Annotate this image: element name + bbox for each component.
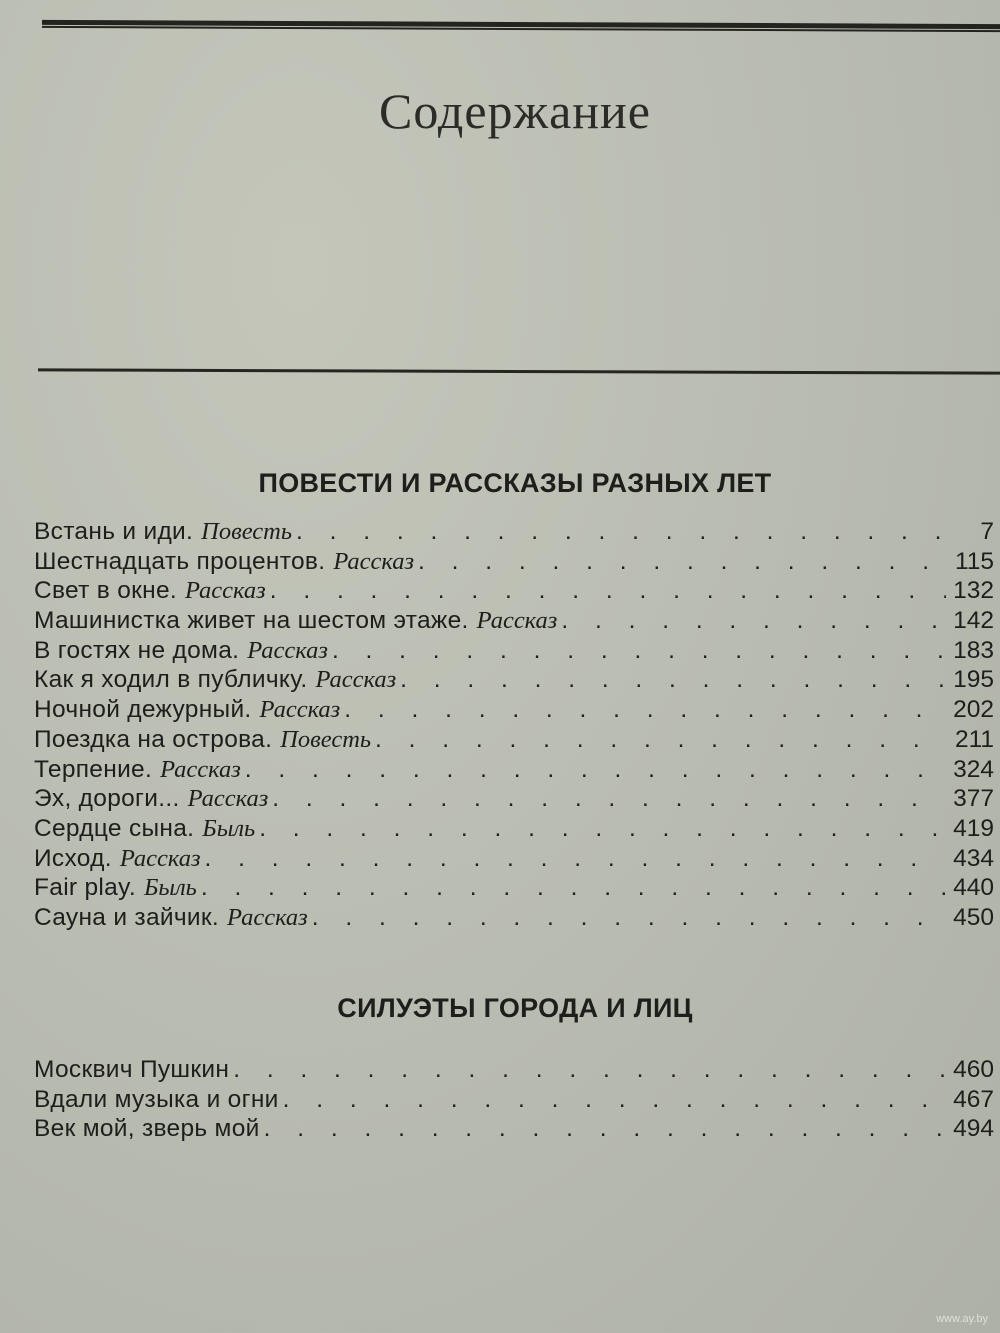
watermark: www.ay.by [936,1313,988,1325]
toc-entry: Встань и иди. Повесть . . . 7 [34,517,994,547]
toc-entry: Fair play. Быль . . . 440 [34,873,994,903]
top-double-rule [42,20,1000,32]
page-title: Содержание [379,83,651,139]
toc-list-silhouettes [34,1055,994,1144]
toc-list-stories [34,517,994,933]
section-divider-rule [38,368,1000,374]
toc-entry: Вдали музыка и огни . . . 467 [34,1085,994,1115]
toc-entry: Свет в окне. Рассказ . . . 132 [34,576,994,606]
toc-entry: Ночной дежурный. Рассказ . . . 202 [34,695,994,725]
toc-entry: Как я ходил в публичку. Рассказ . . . 195 [34,665,994,695]
section-heading-silhouettes: СИЛУЭТЫ ГОРОДА И ЛИЦ [337,993,693,1023]
toc-entry: Сауна и зайчик. Рассказ . . . 450 [34,903,994,933]
toc-entry: В гостях не дома. Рассказ . . . 183 [34,636,994,666]
toc-entry: Эх, дороги... Рассказ . . . 377 [34,784,994,814]
toc-entry: Век мой, зверь мой . . . 494 [34,1114,994,1144]
toc-entry: Поездка на острова. Повесть . . . 211 [34,725,994,755]
toc-entry: Сердце сына. Быль . . . 419 [34,814,994,844]
section-heading-stories: ПОВЕСТИ И РАССКАЗЫ РАЗНЫХ ЛЕТ [258,468,772,498]
toc-entry: Машинистка живет на шестом этаже. Рассказ . . . 142 [34,606,994,636]
toc-entry: Шестнадцать процентов. Рассказ . . . 115 [34,547,994,577]
toc-entry: Терпение. Рассказ . . . 324 [34,755,994,785]
toc-entry: Исход. Рассказ . . . 434 [34,844,994,874]
toc-entry: Москвич Пушкин . . . 460 [34,1055,994,1085]
